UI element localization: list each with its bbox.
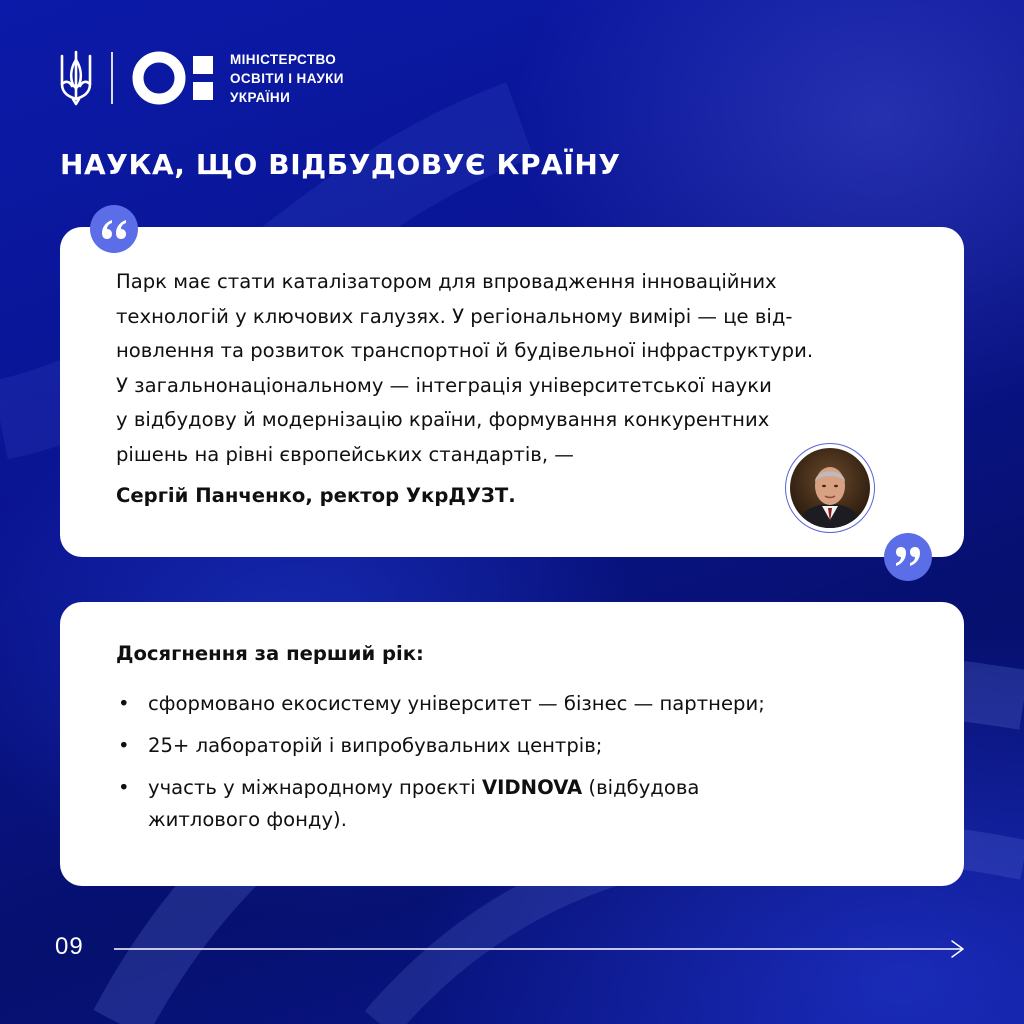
quote-text	[116, 265, 936, 472]
achievements-card	[60, 602, 964, 886]
author-portrait	[790, 448, 870, 528]
arrow-right-icon	[114, 938, 966, 960]
achievements-title: Досягнення за перший рік:	[116, 642, 424, 665]
bullet: •	[118, 734, 130, 757]
list-item	[116, 772, 936, 836]
quote-line: технологій у ключових галузях. У регіональному вимірі — це від-	[116, 304, 793, 328]
close-quote-icon	[895, 546, 921, 568]
ministry-line-3: УКРАЇНИ	[230, 89, 291, 105]
close-quote-badge	[884, 533, 932, 581]
achievements-list	[116, 688, 936, 846]
project-name: VIDNOVA	[481, 776, 583, 799]
bullet: •	[118, 692, 130, 715]
open-quote-icon	[101, 218, 127, 240]
ministry-logo	[131, 50, 217, 106]
list-item	[116, 730, 936, 762]
page-number: 09	[55, 933, 84, 960]
author-avatar	[785, 443, 875, 533]
list-item-text-part: (відбудова	[582, 776, 700, 799]
quote-line: новлення та розвиток транспортної й будівельної інфраструктури.	[116, 339, 814, 362]
ministry-header	[58, 48, 344, 108]
list-item-text-part: участь у міжнародному проєкті	[148, 776, 482, 799]
list-item-text: 25+ лабораторій і випробувальних центрів;	[148, 734, 603, 757]
ministry-name	[230, 50, 344, 107]
list-item-text-continued: житлового фонду).	[148, 808, 347, 831]
bullet: •	[118, 776, 130, 799]
header-divider	[111, 52, 113, 104]
list-item-text	[148, 772, 936, 804]
ukraine-trident-icon	[58, 50, 94, 106]
page-title: НАУКА, ЩО ВІДБУДОВУЄ КРАЇНУ	[60, 148, 621, 181]
quote-line: У загальнонаціональному — інтеграція університетської науки	[116, 373, 772, 397]
list-item-text: сформовано екосистему університет — бізнес — партнери;	[148, 692, 765, 715]
ministry-line-2: ОСВІТИ І НАУКИ	[230, 70, 344, 86]
open-quote-badge	[90, 205, 138, 253]
quote-author: Сергій Панченко, ректор УкрДУЗТ.	[116, 484, 516, 507]
ministry-line-1: МІНІСТЕРСТВО	[230, 51, 337, 67]
quote-line: Парк має стати каталізатором для впровадження інноваційних	[116, 270, 777, 293]
quote-line: у відбудову й модернізацію країни, формування конкурентних	[116, 408, 770, 431]
quote-card	[60, 227, 964, 557]
quote-line: рішень на рівні європейських стандартів, —	[116, 442, 574, 466]
list-item	[116, 688, 936, 720]
